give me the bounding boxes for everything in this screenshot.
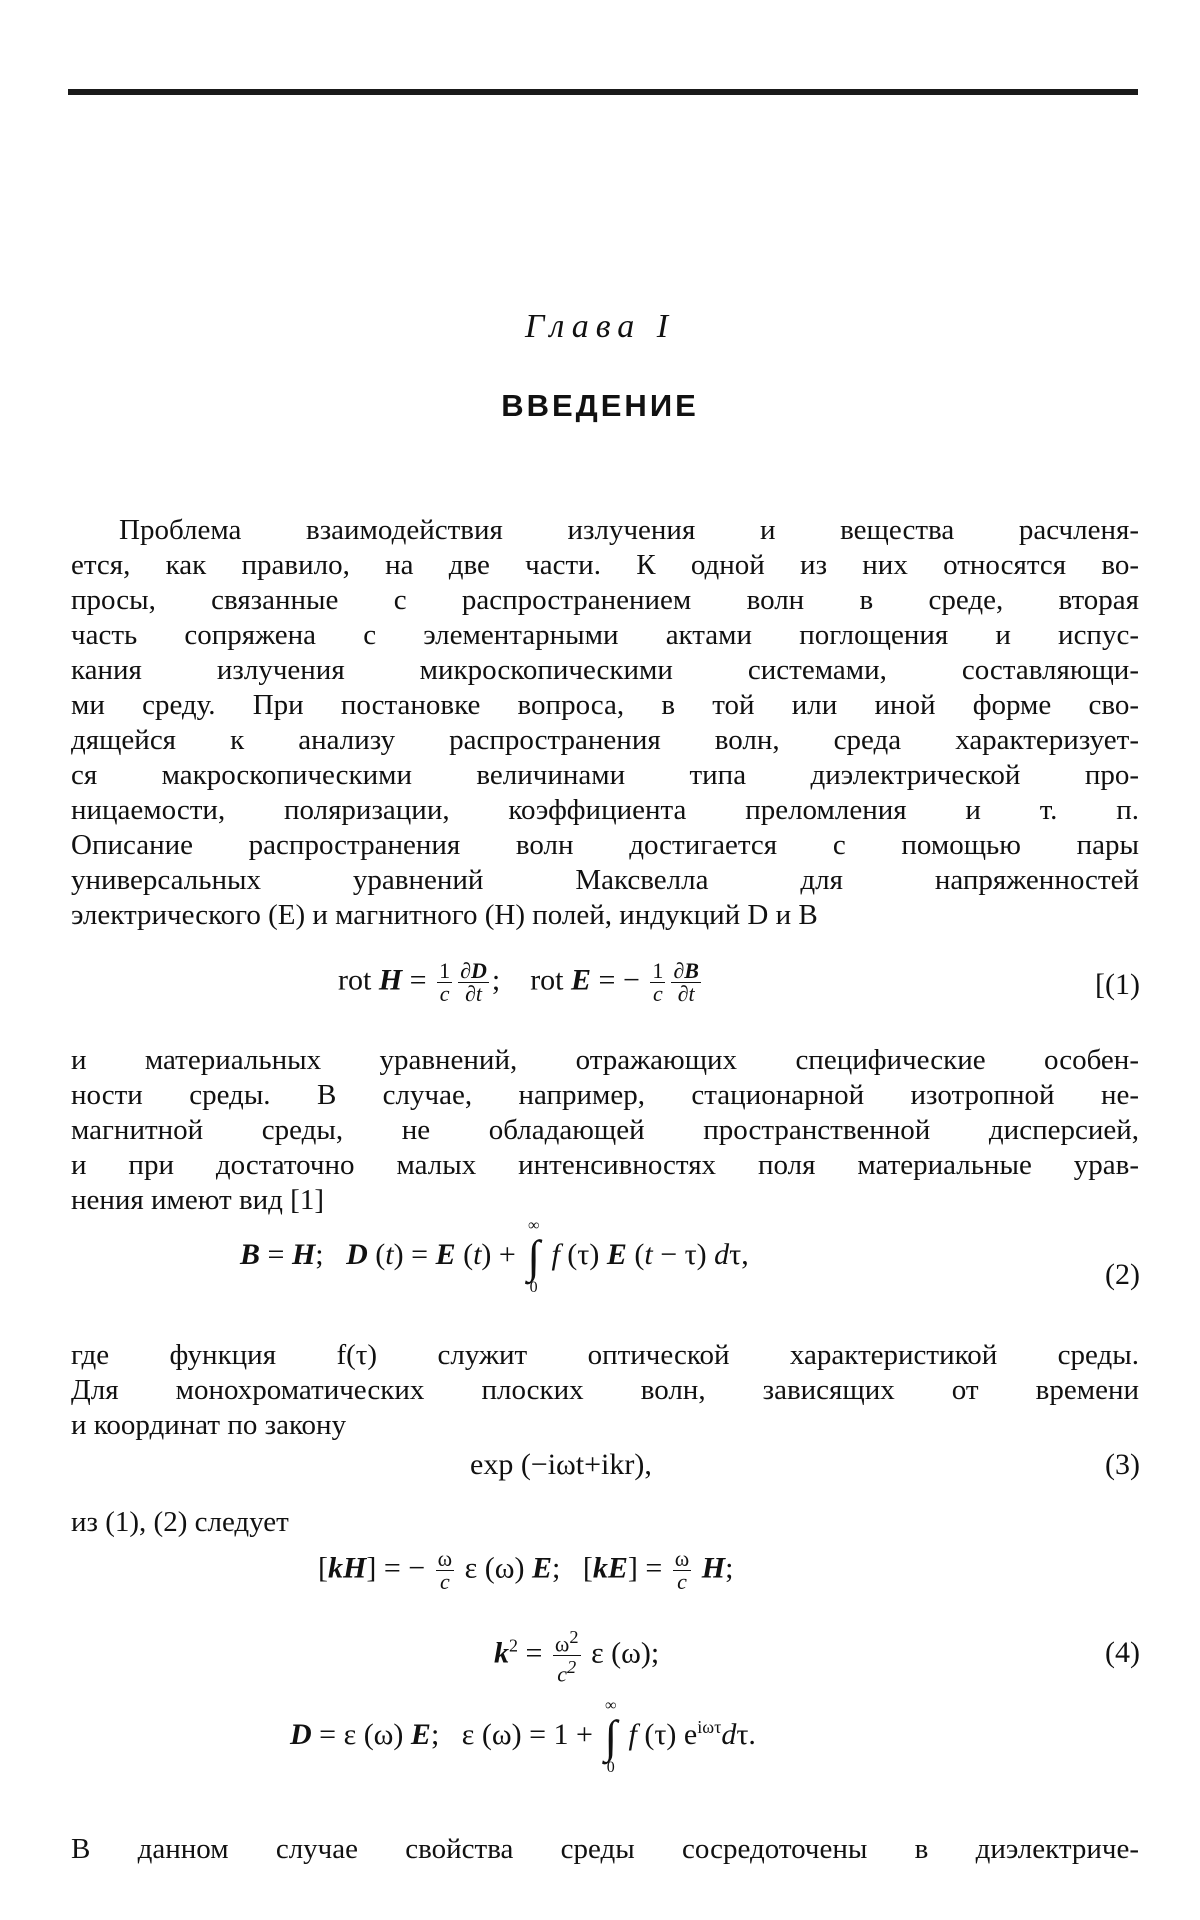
equation-2-number: (2) (1105, 1258, 1140, 1291)
equation-4-number: (4) (1105, 1636, 1140, 1669)
text-line: и материальных уравнений, отражающих специфические особен- (71, 1044, 1139, 1076)
text-line: и координат по закону (71, 1409, 347, 1441)
text-line: просы, связанные с распространением волн в среде, вторая (71, 584, 1139, 616)
equation-1 (0, 960, 1200, 1030)
text-line: ницаемости, поляризации, коэффициента преломления и т. п. (71, 794, 1139, 826)
equation-3 (0, 1448, 1200, 1488)
equation-3-number: (3) (1105, 1448, 1140, 1481)
paragraph-follows-text: из (1), (2) следует (71, 1506, 289, 1538)
text-line: универсальных уравнений Максвелла для напряженностей (71, 864, 1139, 896)
text-line: кания излучения микроскопическими системами, составляющи- (71, 654, 1139, 686)
equation-1-number: [(1) (1095, 968, 1140, 1001)
text-line: Описание распространения волн достигается с помощью пары (71, 829, 1139, 861)
paragraph-dielectric (71, 1832, 1139, 1867)
text-line: часть сопряжена с элементарными актами поглощения и испус- (71, 619, 1139, 651)
top-rule (68, 89, 1138, 95)
paragraph-follows (71, 1505, 1139, 1540)
paragraph-dielectric-text: В данном случае свойства среды сосредоточены в диэлектриче- (71, 1833, 1139, 1865)
equation-2-body: B = H; D (t) = E (t) + ∞ ∫ 0 f (τ) E (t − τ) dτ, (240, 1217, 749, 1296)
chapter-title: ВВЕДЕНИЕ (501, 388, 699, 423)
text-line: ности среды. В случае, например, стационарной изотропной не- (71, 1079, 1139, 1111)
text-line: ми среду. При постановке вопроса, в той или иной форме сво- (71, 689, 1139, 721)
text-line: и при достаточно малых интенсивностях поля материальные урав- (71, 1149, 1139, 1181)
text-line: Для монохроматических плоских волн, зависящих от времени (71, 1374, 1139, 1406)
text-line: где функция f(τ) служит оптической характеристикой среды. (71, 1339, 1139, 1371)
text-line: Проблема взаимодействия излучения и вещества расчленя- (119, 514, 1139, 546)
text-line: ется, как правило, на две части. К одной из них относятся во- (71, 549, 1139, 581)
paragraph-function (71, 1338, 1139, 1443)
equation-4-line-2: $k^2$ = $\frac{\omega^2}{c^2}$ ε (ω); (494, 1627, 660, 1687)
equation-4-line-1: [kH] = − $\frac{\omega}{c}$ ε (ω) E; [kE] = $\frac{\omega}{c}$ H; (318, 1546, 734, 1594)
equation-2 (0, 1218, 1200, 1328)
equation-1-body: rot H = $\frac{1}{c}$ $\frac{\partial D}{\partial t}$ ; rot E = − $\frac{1}{c}$ $\frac{\partial B}{\partial t}$ (338, 958, 699, 1006)
equation-4-line-3: D = ε (ω) E; ε (ω) = 1 + ∞ ∫ 0 f (τ) $e^{i\omega\tau}d\tau$. (290, 1697, 756, 1776)
equation-4 (0, 1548, 1200, 1808)
text-line: электрического (E) и магнитного (H) полей, индукций D и B (71, 899, 818, 931)
chapter-label: Глава I (524, 308, 676, 345)
paragraph-intro (71, 513, 1139, 933)
text-line: нения имеют вид [1] (71, 1184, 324, 1216)
equation-3-body: exp (−iωt+ikr), (470, 1448, 652, 1481)
text-line: ся макроскопическими величинами типа диэлектрической про- (71, 759, 1139, 791)
paragraph-material (71, 1043, 1139, 1218)
text-line: магнитной среды, не обладающей пространственной дисперсией, (71, 1114, 1139, 1146)
text-line: дящейся к анализу распространения волн, среда характеризует- (71, 724, 1139, 756)
